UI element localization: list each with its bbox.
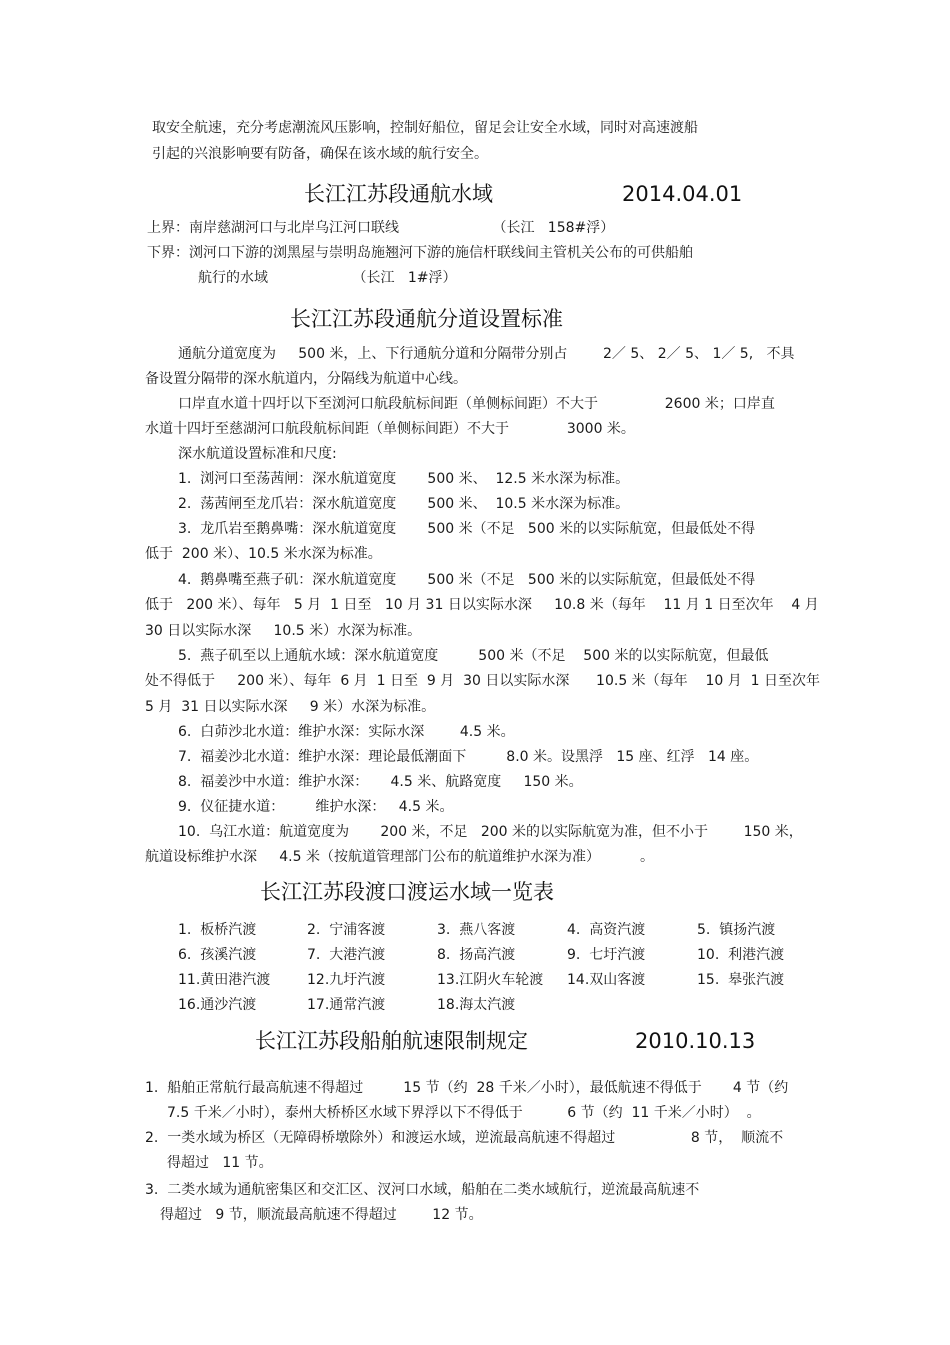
lane-text-line: 4. 鹅鼻嘴至燕子矶：深水航道宽度 500 米（不足 500 米的以实际航宽，但最低处不得 — [178, 572, 756, 588]
section-title-waters: 长江江苏段通航水域 — [304, 182, 493, 206]
lower-bound-line-2: 航行的水域 （长江 1#浮） — [198, 270, 457, 286]
lane-text-line: 深水航道设置标准和尺度: — [178, 446, 337, 462]
section-date-speed: 2010.10.13 — [635, 1029, 756, 1053]
intro-line-1: 取安全航速，充分考虑潮流风压影响，控制好船位，留足会让安全水域，同时对高速渡船 — [152, 120, 698, 136]
section-title-lanes: 长江江苏段通航分道设置标准 — [290, 307, 563, 331]
speed-text-line: 1. 船舶正常航行最高航速不得超过 15 节（约 28 千米／小时），最低航速不得低于 4 节（约 — [145, 1080, 789, 1096]
ferry-item: 14.双山客渡 — [567, 972, 646, 988]
section-title-speed: 长江江苏段船舶航速限制规定 — [255, 1029, 528, 1053]
lane-text-line: 口岸直水道十四圩以下至浏河口航段航标间距（单侧标间距）不大于 2600 米；口岸直 — [178, 396, 775, 412]
lane-text-line: 5 月 31 日以实际水深 9 米）水深为标准。 — [145, 699, 436, 715]
lane-text-line: 通航分道宽度为 500 米，上、下行通航分道和分隔带分别占 2／ 5、 2／ 5、 1／ 5, 不具 — [178, 346, 795, 362]
ferry-item: 4. 高资汽渡 — [567, 922, 646, 938]
lane-text-line: 6. 白茆沙北水道：维护水深：实际水深 4.5 米。 — [178, 724, 515, 740]
lane-text-line: 2. 荡茜闸至龙爪岩：深水航道宽度 500 米、 10.5 米水深为标准。 — [178, 496, 630, 512]
lane-text-line: 低于 200 米）、10.5 米水深为标准。 — [145, 546, 382, 562]
lane-text-line: 低于 200 米）、每年 5 月 1 日至 10 月 31 日以实际水深 10.8 米（每年 11 月 1 日至次年 4 月 — [145, 597, 819, 613]
ferry-item: 9. 七圩汽渡 — [567, 947, 646, 963]
speed-text-line: 3. 二类水域为通航密集区和交汇区、汊河口水域，船舶在二类水域航行，逆流最高航速不 — [145, 1182, 700, 1198]
ferry-item: 12.九圩汽渡 — [307, 972, 386, 988]
section-date-waters: 2014.04.01 — [622, 182, 743, 206]
lane-text-line: 9. 仪征捷水道： 维护水深： 4.5 米。 — [178, 799, 454, 815]
ferry-item: 16.通沙汽渡 — [178, 997, 257, 1013]
lane-text-line: 5. 燕子矶至以上通航水域：深水航道宽度 500 米（不足 500 米的以实际航宽，但最低 — [178, 648, 769, 664]
lane-text-line: 8. 福姜沙中水道：维护水深： 4.5 米、航路宽度 150 米。 — [178, 774, 583, 790]
section-title-ferries: 长江江苏段渡口渡运水域一览表 — [260, 880, 554, 904]
ferry-item: 15. 皋张汽渡 — [697, 972, 785, 988]
speed-text-line: 2. 一类水域为桥区（无障碍桥墩除外）和渡运水域，逆流最高航速不得超过 8 节， 顺流不 — [145, 1130, 784, 1146]
ferry-item: 1. 板桥汽渡 — [178, 922, 257, 938]
lane-text-line: 3. 龙爪岩至鹅鼻嘴：深水航道宽度 500 米（不足 500 米的以实际航宽，但最低处不得 — [178, 521, 756, 537]
lane-text-line: 1. 浏河口至荡茜闸：深水航道宽度 500 米、 12.5 米水深为标准。 — [178, 471, 630, 487]
ferry-item: 3. 燕八客渡 — [437, 922, 516, 938]
lane-text-line: 处不得低于 200 米）、每年 6 月 1 日至 9 月 30 日以实际水深 10.5 米（每年 10 月 1 日至次年 — [145, 673, 821, 689]
ferry-item: 17.通常汽渡 — [307, 997, 386, 1013]
ferry-item: 18.海太汽渡 — [437, 997, 516, 1013]
lane-text-line: 30 日以实际水深 10.5 米）水深为标准。 — [145, 623, 422, 639]
ferry-item: 7. 大港汽渡 — [307, 947, 386, 963]
lower-bound-line-1: 下界：浏河口下游的浏黑屋与崇明岛施翘河下游的施信杆联线间主管机关公布的可供船舶 — [147, 245, 693, 261]
lane-text-line: 7. 福姜沙北水道：维护水深：理论最低潮面下 8.0 米。设黑浮 15 座、红浮 14 座。 — [178, 749, 759, 765]
intro-line-2: 引起的兴浪影响要有防备，确保在该水域的航行安全。 — [152, 146, 488, 162]
lane-text-line: 航道设标维护水深 4.5 米（按航道管理部门公布的航道维护水深为准） 。 — [145, 849, 655, 865]
lane-text-line: 备设置分隔带的深水航道内，分隔线为航道中心线。 — [145, 371, 467, 387]
upper-bound-line: 上界：南岸慈湖河口与北岸乌江河口联线 （长江 158#浮） — [147, 220, 615, 236]
ferry-item: 8. 扬高汽渡 — [437, 947, 516, 963]
ferry-item: 11.黄田港汽渡 — [178, 972, 271, 988]
lane-text-line: 水道十四圩至慈湖河口航段航标间距（单侧标间距）不大于 3000 米。 — [145, 421, 635, 437]
lane-text-line: 10. 乌江水道：航道宽度为 200 米，不足 200 米的以实际航宽为准，但不小于 150 米， — [178, 824, 803, 840]
ferry-item: 10. 利港汽渡 — [697, 947, 785, 963]
speed-text-line: 7.5 千米／小时），泰州大桥桥区水域下界浮以下不得低于 6 节（约 11 千米／小时） 。 — [167, 1105, 761, 1121]
ferry-item: 2. 宁浦客渡 — [307, 922, 386, 938]
ferry-item: 5. 镇扬汽渡 — [697, 922, 776, 938]
speed-text-line: 得超过 11 节。 — [167, 1155, 273, 1171]
speed-text-line: 得超过 9 节，顺流最高航速不得超过 12 节。 — [160, 1207, 483, 1223]
ferry-item: 6. 孩溪汽渡 — [178, 947, 257, 963]
ferry-item: 13.江阴火车轮渡 — [437, 972, 544, 988]
